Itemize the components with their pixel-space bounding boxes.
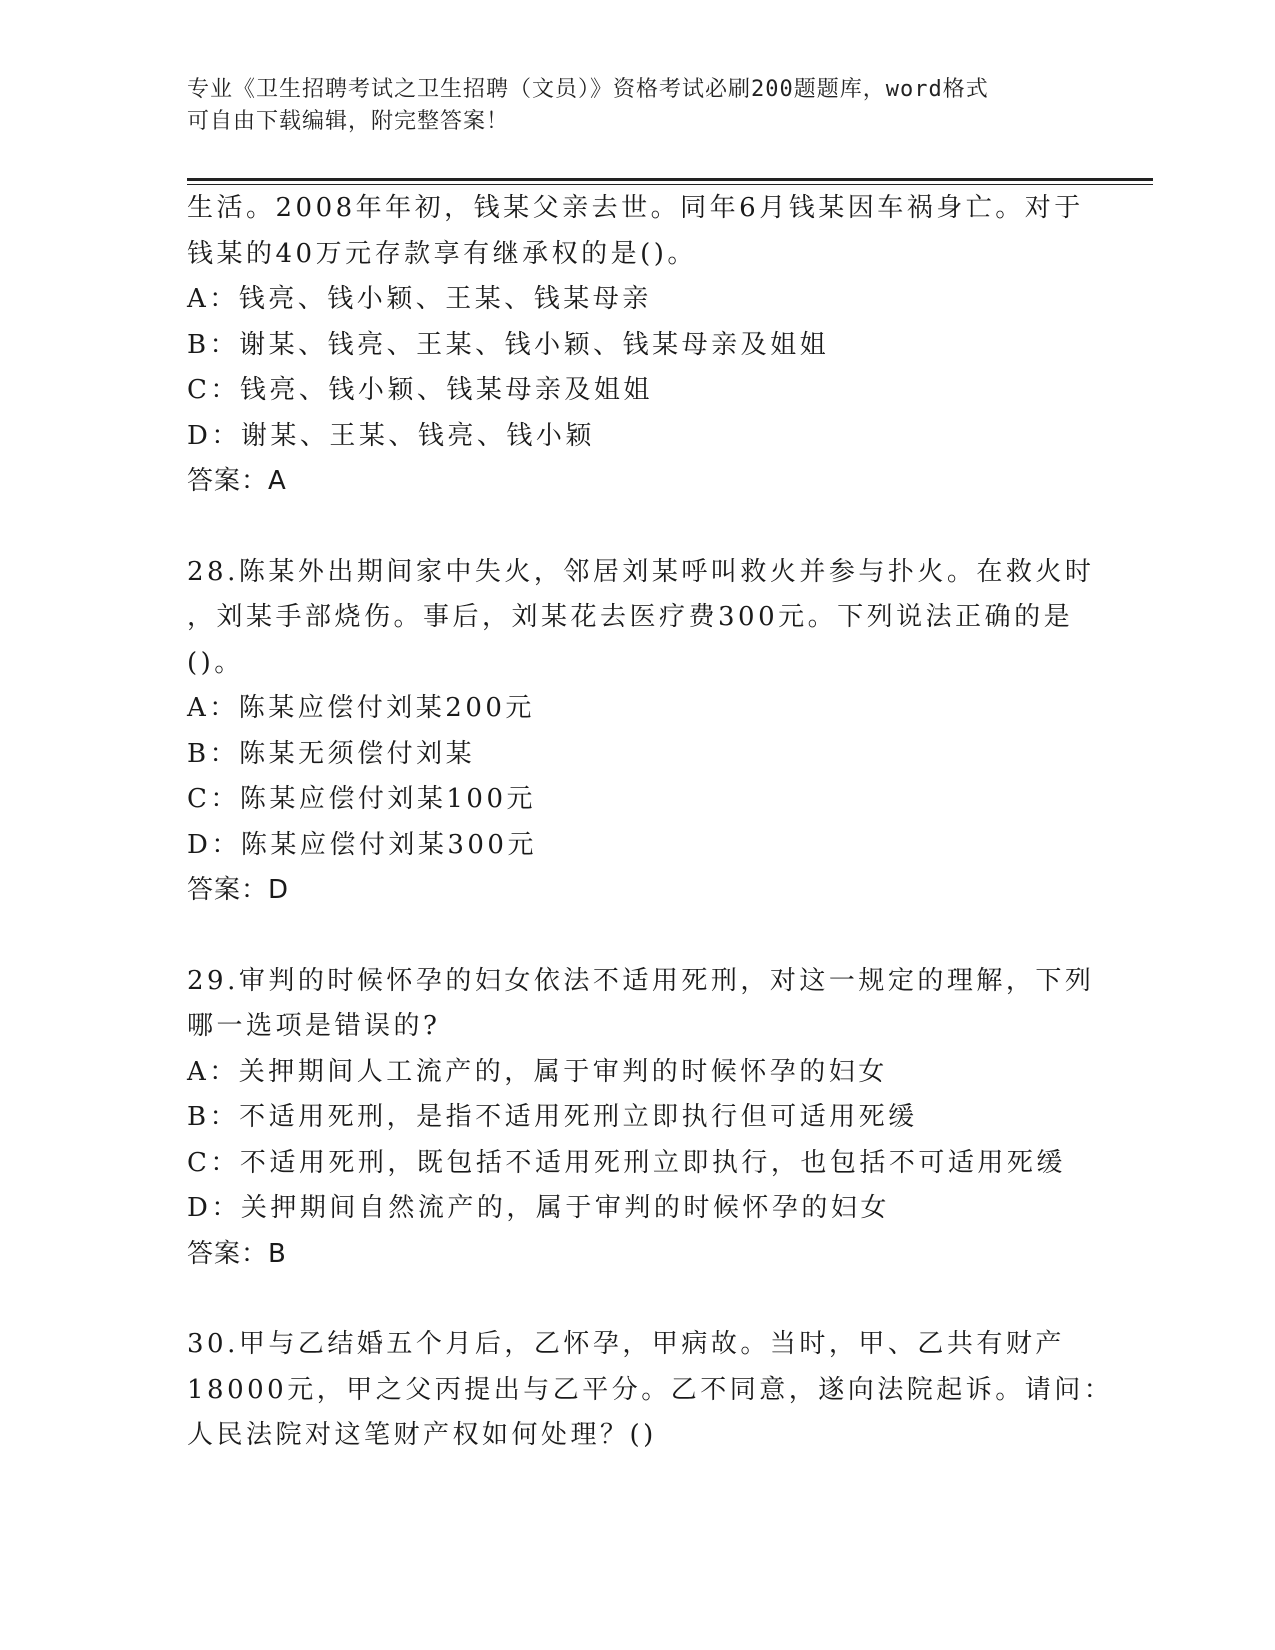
question-28 [187,550,1095,914]
header-title-line-2: 可自由下载编辑，附完整答案！ [187,109,510,134]
question-text-line: 18000元，甲之父丙提出与乙平分。乙不同意，遂向法院起诉。请问： [187,1374,1114,1405]
question-text-line: 哪一选项是错误的? [187,1011,441,1041]
option-d: D：陈某应偿付刘某300元 [187,829,537,860]
question-spacer [187,1277,1087,1322]
question-spacer [187,914,1087,959]
question-text-line: 钱某的40万元存款享有继承权的是()。 [187,238,697,269]
question-text-line: 28.陈某外出期间家中失火，邻居刘某呼叫救火并参与扑火。在救火时 [187,556,1095,587]
option-b: B：陈某无须偿付刘某 [187,738,476,769]
question-30 [187,1322,1114,1459]
question-text-line: ()。 [187,647,244,678]
question-27 [187,186,1087,505]
question-29 [187,959,1095,1278]
option-d: D：关押期间自然流产的，属于审判的时候怀孕的妇女 [187,1193,890,1223]
option-a: A：钱亮、钱小颖、王某、钱某母亲 [187,284,652,314]
header-title-line-1: 专业《卫生招聘考试之卫生招聘（文员）》资格考试必刷200题题库，word格式 [187,77,989,102]
option-a: A：关押期间人工流产的，属于审判的时候怀孕的妇女 [187,1056,888,1087]
answer-line: 答案：D [187,875,290,905]
option-a: A：陈某应偿付刘某200元 [187,693,535,723]
question-spacer [187,505,1087,550]
question-text-line: 29.审判的时候怀孕的妇女依法不适用死刑，对这一规定的理解，下列 [187,965,1095,996]
option-c: C：陈某应偿付刘某100元 [187,784,537,814]
answer-line: 答案：B [187,1238,287,1269]
question-text-line: 生活。2008年年初，钱某父亲去世。同年6月钱某因车祸身亡。对于 [187,193,1084,223]
option-b: B：谢某、钱亮、王某、钱小颖、钱某母亲及姐姐 [187,329,830,360]
question-text-line: 30.甲与乙结婚五个月后，乙怀孕，甲病故。当时，甲、乙共有财产 [187,1329,1065,1359]
question-text-line: 人民法院对这笔财产权如何处理？() [187,1420,657,1450]
option-b: B：不适用死刑，是指不适用死刑立即执行但可适用死缓 [187,1102,918,1132]
option-d: D：谢某、王某、钱亮、钱小颖 [187,420,595,451]
option-c: C：钱亮、钱小颖、钱某母亲及姐姐 [187,375,653,405]
header-divider-thick [187,178,1153,181]
question-list [187,186,1114,1459]
answer-line: 答案：A [187,466,287,496]
header-divider-thin [187,184,1153,185]
question-text-line: ，刘某手部烧伤。事后，刘某花去医疗费300元。下列说法正确的是 [187,602,1074,632]
option-c: C：不适用死刑，既包括不适用死刑立即执行，也包括不可适用死缓 [187,1147,1066,1178]
document-header [187,74,1067,138]
